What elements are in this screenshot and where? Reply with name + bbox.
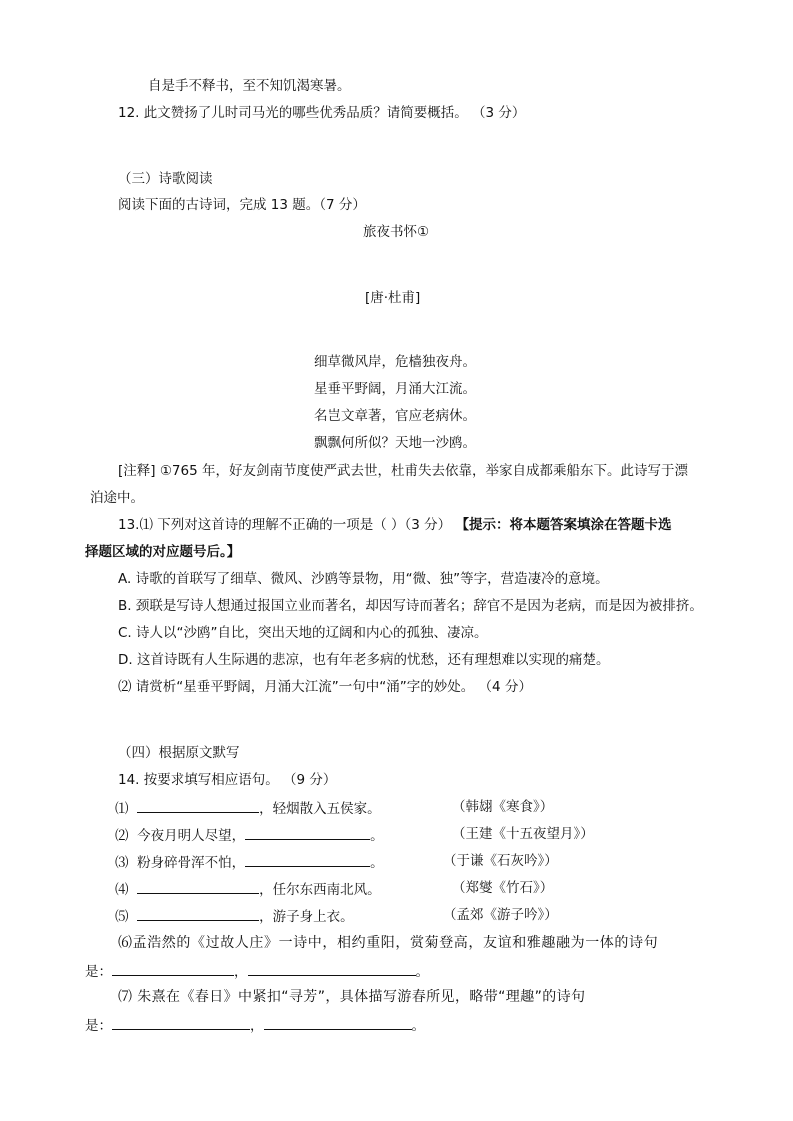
item-number: ⑷ <box>115 882 129 898</box>
item-text: 。 <box>370 855 384 871</box>
answer-blank[interactable] <box>137 879 259 894</box>
dictation-q6: ⑹孟浩然的《过故人庄》一诗中，相约重阳，赏菊登高，友谊和雅趣融为一体的诗句 <box>118 935 659 951</box>
section-instruction: 阅读下面的古诗词，完成 13 题。（7 分） <box>118 197 366 213</box>
item-source: （于谦《石灰吟》） <box>443 853 558 869</box>
poem-title: 旅夜书怀① <box>363 224 430 240</box>
item-number: ⑶ <box>115 855 129 871</box>
poem-author: [唐·杜甫] <box>365 290 421 306</box>
question-13-1 <box>118 516 671 534</box>
item-text: 。 <box>370 828 384 844</box>
option-b: B. 颈联是写诗人想通过报国立业而著名，却因写诗而著名；辞官不是因为老病，而是因为被排挤。 <box>118 598 703 614</box>
poem-line: 飘飘何所似？天地一沙鸥。 <box>314 435 476 451</box>
poem-note-cont: 泊途中。 <box>90 490 144 506</box>
answer-blank[interactable] <box>245 852 370 867</box>
item-number: ⑴ <box>115 801 129 817</box>
question-13-1-hint: 【提示：将本题答案填涂在答题卡选 <box>455 517 672 533</box>
answer-prefix: 是： <box>85 964 112 980</box>
answer-prefix: 是： <box>85 1018 112 1034</box>
item-number: ⑵ <box>115 828 129 844</box>
dictation-q7: ⑺ 朱熹在《春日》中紧扣“寻芳”，具体描写游春所见，略带“理趣”的诗句 <box>118 989 586 1005</box>
item-text: ，轻烟散入五侯家。 <box>259 801 381 817</box>
option-a: A. 诗歌的首联写了细草、微风、沙鸥等景物，用“微、独”等字，营造凄冷的意境。 <box>118 571 609 587</box>
question-13-1-text: 13.⑴ 下列对这首诗的理解不正确的一项是（ ）（3 分） <box>118 517 456 533</box>
answer-blank[interactable] <box>248 961 416 976</box>
dictation-item <box>115 852 384 872</box>
option-d: D. 这首诗既有人生际遇的悲凉，也有年老多病的忧愁，还有理想难以实现的痛楚。 <box>118 652 610 668</box>
answer-separator: ， <box>234 964 248 980</box>
answer-blank[interactable] <box>264 1015 412 1030</box>
item-source: （韩翃《寒食》） <box>452 799 554 815</box>
poem-line: 细草微风岸，危樯独夜舟。 <box>314 354 476 370</box>
dictation-item <box>115 879 381 899</box>
poem-note: [注释] ①765 年，好友剑南节度使严武去世，杜甫失去依靠，举家自成都乘船东下。此诗写于漂 <box>118 463 688 479</box>
item-text: ，游子身上衣。 <box>259 909 354 925</box>
item-source: （郑燮《竹石》） <box>452 880 554 896</box>
dictation-item <box>115 906 354 926</box>
text-line: 自是手不释书，至不知饥渴寒暑。 <box>148 78 351 94</box>
section-heading-dictation: （四）根据原文默写 <box>118 745 240 761</box>
dictation-q7-answer <box>85 1015 425 1035</box>
dictation-item <box>115 825 384 845</box>
question-12: 12. 此文赞扬了儿时司马光的哪些优秀品质？请简要概括。 （3 分） <box>118 105 526 121</box>
item-source: （孟郊《游子吟》） <box>443 907 558 923</box>
answer-blank[interactable] <box>137 906 259 921</box>
question-14: 14. 按要求填写相应语句。 （9 分） <box>118 772 337 788</box>
question-13-2: ⑵ 请赏析“星垂平野阔，月涌大江流”一句中“涌”字的妙处。 （4 分） <box>118 679 532 695</box>
item-text: ，任尔东西南北风。 <box>259 882 381 898</box>
item-text: 今夜月明人尽望， <box>137 828 246 844</box>
section-heading-poetry: （三）诗歌阅读 <box>118 171 213 187</box>
poem-line: 星垂平野阔，月涌大江流。 <box>314 381 476 397</box>
item-number: ⑸ <box>115 909 129 925</box>
answer-blank[interactable] <box>112 1015 250 1030</box>
answer-end: 。 <box>411 1018 425 1034</box>
item-text: 粉身碎骨浑不怕， <box>137 855 246 871</box>
answer-blank[interactable] <box>245 825 370 840</box>
answer-separator: ， <box>250 1018 264 1034</box>
poem-line: 名岂文章著，官应老病休。 <box>314 408 476 424</box>
item-source: （王建《十五夜望月》） <box>452 826 594 842</box>
answer-blank[interactable] <box>112 961 234 976</box>
dictation-item <box>115 798 381 818</box>
option-c: C. 诗人以“沙鸥”自比，突出天地的辽阔和内心的孤独、凄凉。 <box>118 625 488 641</box>
answer-end: 。 <box>415 964 429 980</box>
dictation-q6-answer <box>85 961 429 981</box>
question-13-1-hint-cont: 择题区域的对应题号后。】 <box>85 544 241 560</box>
answer-blank[interactable] <box>137 798 259 813</box>
